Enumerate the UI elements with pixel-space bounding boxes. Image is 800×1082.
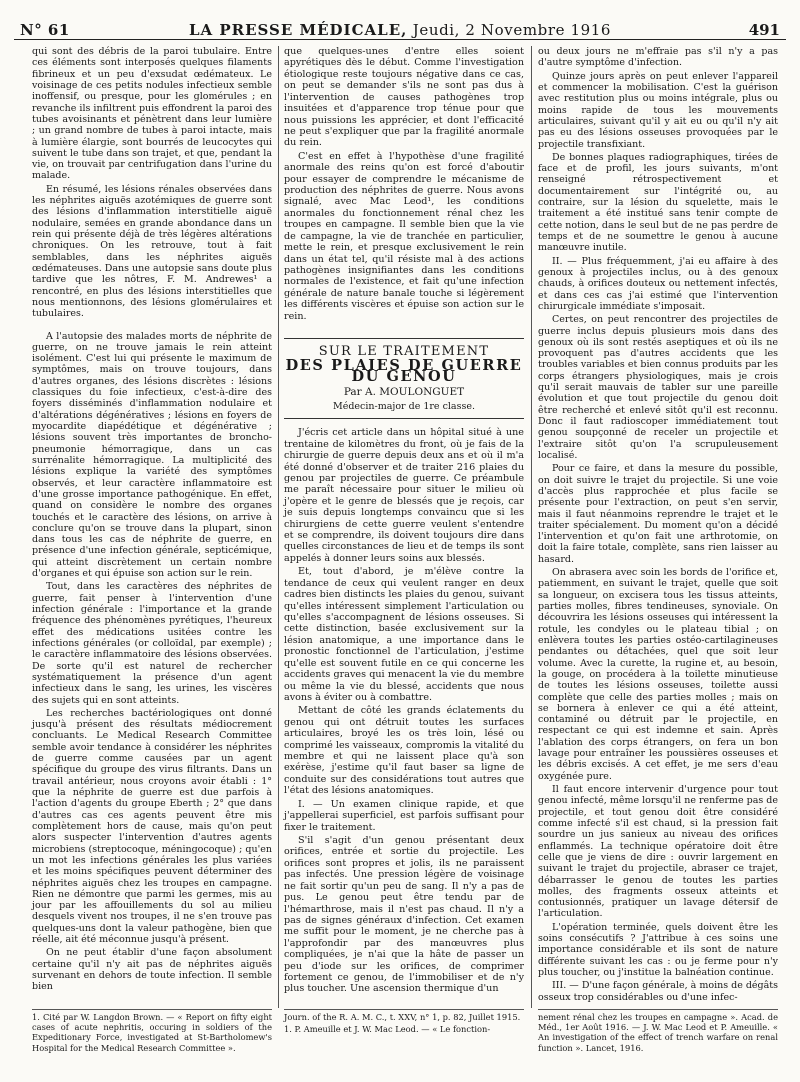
footnote-text: 1. P. Ameuille et J. W. Mac Leod. — « Le fonction- (284, 1024, 491, 1035)
footnote-text: 1. Cité par W. Langdon Brown. — « Report on fifty eight cases of acute nephritis, occuring in soldiers of the Expeditionary Force, investigated at St-Bartholomew's Hospital for the Medical Research Committee ». (32, 1012, 272, 1053)
paragraph: I. — Un examen clinique rapide, et que j'appellerai superficiel, est parfois suffisant pour fixer le traitement. (284, 798, 524, 833)
paragraph: On ne peut établir d'une façon absolument certaine qu'il n'y ait pas de néphrites aiguës survenant en dehors de toute infection. Il semble bien (32, 947, 272, 993)
footnote-text: Journ. of the R. A. M. C., t. XXV, n° 1, p. 82, Juillet 1915. (284, 1012, 521, 1022)
paragraph: De bonnes plaques radiographiques, tirées de face et de profil, les jours suivants, m'ont renseigné rétrospectivement et documentairement sur l'intégrité ou, au contraire, sur la lésion du squelette, mais le traitement a été institué sans tenir compte de cette notion, dans le seul but de ne pas perdre de temps et de ne soumettre le genou à aucune manœuvre inutile. (538, 151, 778, 254)
footnote-rule (538, 1009, 778, 1010)
column-rule (531, 46, 532, 1008)
paragraph: Il faut encore intervenir d'urgence pour tout genou infecté, même lorsqu'il ne renferme pas de projectile, et tout genou doit être considéré comme infecté s'il est chaud, si la pression fait sourdre un jus sanieux au niveau des orifices enflammés. La technique opératoire doit être celle que je viens de dire : ouvrir largement en suivant le trajet du projectile, abraser ce trajet, débarrasser le genou de toutes les parties molles, des fragments osseux atteints et contusionnés, pratiquer un lavage détersif de l'articulation. (538, 784, 778, 920)
footnote-rule (284, 1009, 524, 1010)
footnote-rule (32, 1009, 272, 1010)
page-number: 491 (748, 21, 780, 39)
paragraph: Pour ce faire, et dans la mesure du possible, on doit suivre le trajet du projectile. Si une voie d'accès plus rapprochée et plus facile se présente pour l'extraction, on peut s'en servir, mais il faut néanmoins reprendre le trajet et le traiter spécialement. Du moment qu'on a décidé l'intervention et qu'on fait une arthrotomie, on doit la faire totale, complète, sans rien laisser au hasard. (538, 463, 778, 565)
paragraph: Mettant de côté les grands éclatements du genou qui ont détruit toutes les surfaces articulaires, broyé les os très loin, lésé ou comprimé les vaisseaux, compromis la vitalité du membre et qui ne laissent place qu'à son exérèse, j'estime qu'il faut baser sa ligne de conduite sur des considérations tout autres que l'état des lésions anatomiques. (284, 705, 524, 797)
paragraph: A l'autopsie des malades morts de néphrite de guerre, on ne trouve jamais le rein atteint isolément. C'est lui qui présente le maximum de symptômes, mais on trouve toujours, dans d'autres organes, des lésions discrètes : lésions classiques du foie infectieux, c'est-à-dire des foyers disséminés d'inflammation nodulaire et d'altérations dégénératives ; lésions en foyers de myocardite diapédétique et dégénérative ; lésions souvent très importantes de broncho-pneumonie hémorragique, dans un cas surrénalite hémorragique. La multiplicité des lésions explique la variété des symptômes observés, et leur caractère inflammatoire est d'une grosse importance pathogénique. En effet, quand on considère le nombre des organes touchés et le caractère des lésions, on arrive à conclure qu'on se trouve dans la plupart, sinon dans tous les cas de néphrite de guerre, en présence d'une infection générale, septicémique, qui atteint discrètement un certain nombre d'organes et qui épuise son action sur le rein. (32, 330, 272, 580)
paragraph: On abrasera avec soin les bords de l'orifice et, patiemment, en suivant le trajet, quelle que soit sa longueur, on excisera tous les tissus atteints, parties molles, fibres tendineuses, synoviale. On découvrira les lésions osseuses qui intéressent la rotule, les condyles ou le plateau tibial ; on enlèvera toutes les parties ostéo-cartilagineuses pendantes ou détachées, quel que soit leur volume. Avec la curette, la rugine et, au besoin, la gouge, on procédera à la toilette minutieuse de toutes les lésions osseuses, toilette aussi complète que celle des parties molles ; mais on se bornera à enlever ce qui a été atteint, contaminé ou détruit par le projectile, en respectant ce qui est indemne et sain. Après l'ablation des corps étrangers, on fera un bon lavage pour entraîner les poussières osseuses et les débris excisés. A cet effet, je me sers d'eau oxygénée pure. (538, 567, 778, 782)
paragraph: que quelques-unes d'entre elles soient apyrétiques dès le début. Comme l'investigation étiologique reste toujours négative dans ce cas, on peut se demander s'ils ne sont pas dus à l'intervention de causes pathogènes trop insuitées et d'apparence trop ténue pour que nous puissions les apprécier, et dont l'efficacité ne peut s'expliquer que par la fragilité anormale du rein. (284, 46, 524, 149)
paragraph: Quinze jours après on peut enlever l'appareil et commencer la mobilisation. C'est la guérison avec restitution plus ou moins intégrale, plus ou moins rapide de tous les mouvements articulaires, suivant qu'il y ait eu ou qu'il n'y ait pas eu des lésions osseuses provoquées par le projectile transfixiant. (538, 70, 778, 150)
paragraph: S'il s'agit d'un genou présentant deux orifices, entrée et sortie du projectile. Les orifices sont propres et jolis, ils ne paraissent pas infectés. Une pression légère de voisinage ne fait sortir qu'un peu de sang. Il n'y a pas de pus. Le genou peut être tendu par de l'hémarthrose, mais il n'est pas chaud. Il n'y a pas de signes généraux d'infection. Cet examen me suffit pour le moment, je ne cherche pas à l'approfondir par des manœuvres plus compliquées, je n'ai que la hâte de passer un peu d'iode sur les orifices, de comprimer fortement ce genou, de l'immobiliser et de n'y plus toucher. Une ascension thermique d'un (284, 835, 524, 995)
article-headline: DES PLAIES DE GUERRE DU GENOU (285, 356, 523, 385)
paragraph: Et, tout d'abord, je m'élève contre la tendance de ceux qui veulent ranger en deux cadres bien distincts les plaies du genou, suivant qu'elles intéressent simplement l'articulation ou qu'elles s'accompagnent de lésions osseuses. Si cette distinction, basée exclusivement sur la lésion anatomique, a une importance dans le pronostic fonctionnel de l'articulation, j'estime qu'elle est souvent futile en ce qui concerne les accidents graves qui menacent la vie du membre ou même la vie du blessé, accidents que nous avons à éviter ou à combattre. (284, 566, 524, 703)
paragraph: III. — D'une façon générale, à moins de dégâts osseux trop considérables ou d'une infec- (538, 980, 778, 1003)
paragraph: C'est en effet à l'hypothèse d'une fragilité anormale des reins qu'on est forcé d'aboutir pour essayer de comprendre le mécanisme de production des néphrites de guerre. Nous avons signalé, avec Mac Leod¹, les conditions anormales du fonctionnement rénal chez les troupes en campagne. Il semble bien que la vie de campagne, la vie de tranchée en particulier, mette le rein, et presque exclusivement le rein dans un état tel, qu'il résiste mal à des actions pathogènes insignifiantes dans les conditions normales de l'existence, et fait qu'une infection générale de nature banale touche si légèrement les différents viscères et épuise son action sur le rein. (284, 150, 524, 322)
issue-date: Jeudi, 2 Novembre 1916 (412, 21, 612, 39)
page-header (14, 6, 786, 40)
article-heading (284, 338, 524, 419)
footnote (284, 1012, 524, 1036)
paragraph: Tout, dans les caractères des néphrites de guerre, fait penser à l'intervention d'une infection générale : l'importance et la grande fréquence des phénomènes pyrétiques, l'heureux effet des médications usitées contre les infections générales (or colloïdal, par exemple) ; le caractère inflammatoire des lésions observées. De sorte qu'il est naturel de rechercher systématiquement la présence d'un agent infectieux dans le sang, les urines, les viscères des sujets qui en sont atteints. (32, 581, 272, 706)
column-1 (32, 46, 272, 995)
column-2 (284, 46, 524, 997)
paragraph: J'écris cet article dans un hôpital situé à une trentaine de kilomètres du front, où je fais de la chirurgie de guerre depuis deux ans et où il m'a été donné d'observer et de traiter 216 plaies du genou par projectiles de guerre. Ce préambule me paraît nécessaire pour situer le milieu où j'opère et le genre de blessés que je reçois, car je suis depuis longtemps convaincu que si les chirurgiens de cette guerre veulent s'entendre et se comprendre, ils doivent toujours dire dans quelles circonstances de lieu et de temps ils sont appelés à donner leurs soins aux blessés. (284, 427, 524, 564)
paragraph: II. — Plus fréquemment, j'ai eu affaire à des genoux à projectiles inclus, ou à des genoux chauds, à orifices douteux ou nettement infectés, et dans ces cas j'ai estimé que l'intervention chirurgicale immédiate s'imposait. (538, 255, 778, 312)
paragraph: L'opération terminée, quels doivent être les soins consécutifs ? J'attribue à ces soins une importance considérable et ils sont de nature différente suivant les cas : ou je ferme pour n'y plus toucher, ou j'institue la balnéation continue. (538, 921, 778, 978)
paragraph: En résumé, les lésions rénales observées dans les néphrites aiguës azotémiques de guerre sont des lésions d'inflammation interstitielle aiguë nodulaire, semées en grande abondance dans un rein qui présente déjà de très légères altérations chroniques. On les retrouve, tout à fait semblables, dans les néphrites aiguës œdémateuses. Dans une autopsie sans doute plus tardive que les nôtres, F. M. Andrewes¹ a rencontré, en plus des lésions interstitielles que nous mentionnons, des lésions glomérulaires et tubulaires. (32, 183, 272, 320)
column-rule (278, 46, 279, 1008)
issue-number: N° 61 (20, 21, 70, 39)
paragraph: Certes, on peut rencontrer des projectiles de guerre inclus depuis plusieurs mois dans des genoux où ils sont restés aseptiques et où ils ne provoquent pas d'autres accidents que les troubles variables et bien connus produits par les corps étrangers physiologiques, mais je crois qu'il serait mauvais de tabler sur une pareille évolution et que tout projectile du genou doit être recherché et enlevé sitôt qu'il est reconnu. Donc il faut radioscoper immédiatement tout genou soupçonné de receler un projectile et l'extraire sitôt qu'on l'a scrupuleusement localisé. (538, 314, 778, 461)
footnote (32, 1012, 272, 1055)
paragraph: Les recherches bactériologiques ont donné jusqu'à présent des résultats médiocrement concluants. Le Medical Research Committee semble avoir tendance à considérer les néphrites de guerre comme causées par un agent spécifique du groupe des virus filtrants. Dans un travail antérieur, nous croyons avoir établi : 1° que la néphrite de guerre est due parfois à l'action d'agents du groupe Eberth ; 2° que dans d'autres cas ces agents peuvent être mis complètement hors de cause, mais qu'on peut alors suspecter l'intervention d'autres agents microbiens (streptocoque, méningocoque) ; qu'en un mot les infections générales les plus variées et les moins spécifiques peuvent déterminer des néphrites aiguës chez les troupes en campagne. Rien ne démontre que parmi les germes, mis au jour par les affouillements du sol au milieu desquels vivent nos troupes, il ne s'en trouve pas quelques-uns dont la valeur pathogène, bien que réelle, ait été méconnue jusqu'à présent. (32, 707, 272, 946)
article-byline: Par A. MOULONGUET (343, 386, 465, 399)
article-kicker: SUR LE TRAITEMENT (318, 344, 490, 360)
column-3 (538, 46, 778, 1005)
paragraph: ou deux jours ne m'effraie pas s'il n'y a pas d'autre symptôme d'infection. (538, 46, 778, 69)
paragraph: qui sont des débris de la paroi tubulaire. Entre ces éléments sont interposés quelques filaments fibrineux et un peu d'exsudat œdémateux. Le voisinage de ces petits nodules infectieux semble inoffensif, ou presque, pour les glomérules ; en revanche ils infiltrent puis effondrent la paroi des tubes avoisinants et pénètrent dans leur lumière ; un grand nombre de tubes à paroi intacte, mais à lumière élargie, sont bourrés de leucocytes qui suivent le tube dans son trajet, et que, pendant la vie, on trouvait par centrifugation dans l'urine du malade. (32, 46, 272, 182)
footnote-text: nement rénal chez les troupes en campagne ». Acad. de Méd., 1er Août 1916. — J. W. Mac Leod et P. Ameuille. « An investigation of the effect of trench warfare on renal function ». Lancet, 1916. (538, 1012, 778, 1053)
running-title (14, 21, 786, 39)
journal-name: LA PRESSE MÉDICALE, (188, 21, 408, 39)
footnote (538, 1012, 778, 1055)
author-rank: Médecin-major de 1re classe. (332, 400, 475, 412)
